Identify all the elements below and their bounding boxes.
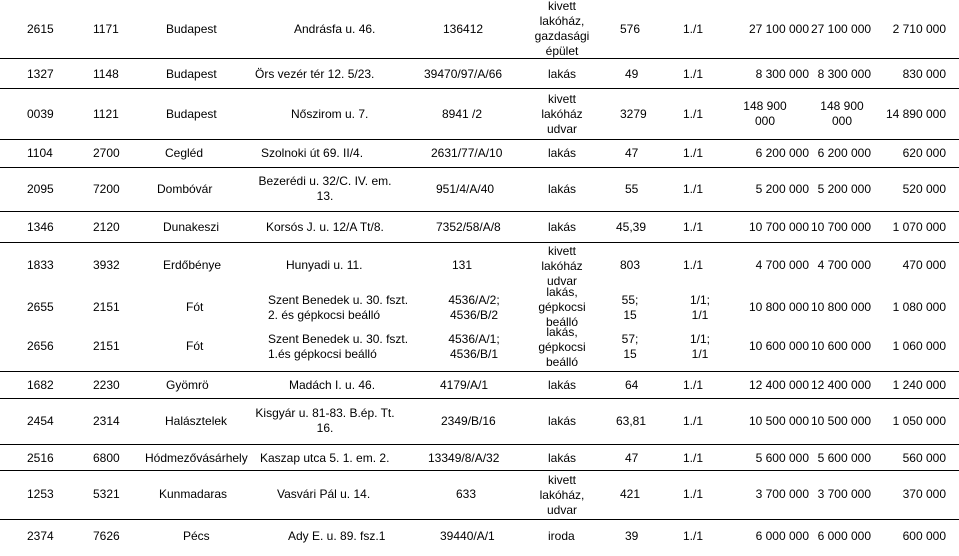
- cell-area: 47: [625, 146, 639, 160]
- cell-id: 2615: [27, 22, 54, 36]
- cell-address: Kisgyár u. 81-83. B.ép. Tt. 16.: [255, 406, 395, 435]
- cell-price: 3 700 000: [755, 487, 809, 501]
- cell-share: 1./1: [683, 146, 704, 160]
- cell-type: lakás: [548, 220, 577, 234]
- cell-min-price: 5 200 000: [817, 182, 871, 196]
- cell-area: 3279: [620, 107, 647, 121]
- cell-zip: 2120: [93, 220, 120, 234]
- cell-deposit: 830 000: [902, 67, 946, 81]
- cell-id: 2656: [27, 339, 54, 353]
- cell-parcel: 951/4/A/40: [436, 182, 495, 196]
- cell-type: lakás: [548, 67, 577, 81]
- cell-area: 55; 15: [621, 293, 639, 322]
- cell-city: Budapest: [166, 67, 217, 81]
- cell-deposit: 370 000: [902, 487, 946, 501]
- cell-address: Bezerédi u. 32/C. IV. em. 13.: [258, 174, 392, 203]
- cell-parcel: 4536/A/1; 4536/B/1: [448, 332, 500, 361]
- cell-address: Korsós J. u. 12/A Tt/8.: [266, 220, 384, 234]
- cell-area: 47: [625, 451, 639, 465]
- cell-address: Vasvári Pál u. 14.: [277, 487, 371, 501]
- cell-deposit: 1 050 000: [892, 414, 946, 428]
- cell-city: Hódmezővásárhely: [145, 451, 248, 465]
- cell-city: Dunakeszi: [163, 220, 220, 234]
- table-block: [0, 445, 959, 471]
- cell-share: 1./1: [683, 182, 704, 196]
- cell-type: lakás, gépkocsi beálló: [538, 325, 586, 369]
- cell-zip: 5321: [93, 487, 120, 501]
- cell-zip: 1121: [93, 107, 119, 121]
- cell-area: 63,81: [616, 414, 647, 428]
- cell-min-price: 6 200 000: [817, 146, 871, 160]
- cell-address: Nőszirom u. 7.: [291, 107, 369, 121]
- cell-share: 1/1; 1/1: [689, 293, 710, 322]
- cell-city: Fót: [186, 339, 204, 353]
- cell-price: 4 700 000: [755, 258, 809, 272]
- cell-share: 1./1: [683, 22, 704, 36]
- cell-address: Ady E. u. 89. fsz.1: [288, 529, 386, 543]
- cell-deposit: 1 070 000: [892, 220, 946, 234]
- cell-min-price: 6 000 000: [817, 529, 871, 543]
- cell-deposit: 520 000: [902, 182, 946, 196]
- cell-id: 1346: [27, 220, 54, 234]
- table-block: [0, 399, 959, 445]
- cell-area: 45,39: [616, 220, 647, 234]
- cell-address: Szolnoki út 69. II/4.: [261, 146, 364, 160]
- cell-address: Andrásfa u. 46.: [294, 22, 376, 36]
- cell-city: Erdőbénye: [163, 258, 222, 272]
- cell-zip: 6800: [93, 451, 120, 465]
- cell-type: lakás: [548, 378, 577, 392]
- cell-deposit: 620 000: [902, 146, 946, 160]
- cell-price: 10 800 000: [748, 300, 809, 314]
- cell-type: lakás: [548, 414, 577, 428]
- cell-share: 1./1: [683, 451, 704, 465]
- cell-type: kivett lakóház udvar: [541, 244, 583, 288]
- cell-zip: 2314: [93, 414, 120, 428]
- cell-min-price: 10 700 000: [811, 220, 872, 234]
- cell-zip: 2151: [93, 300, 120, 314]
- cell-area: 39: [625, 529, 639, 543]
- cell-city: Dombóvár: [157, 182, 213, 196]
- cell-deposit: 2 710 000: [892, 22, 946, 36]
- cell-id: 1104: [27, 146, 53, 160]
- cell-type: lakás, gépkocsi beálló: [538, 285, 586, 329]
- cell-deposit: 600 000: [902, 529, 946, 543]
- cell-share: 1./1: [683, 107, 704, 121]
- cell-parcel: 2631/77/A/10: [431, 146, 503, 160]
- cell-type: lakás: [548, 146, 577, 160]
- cell-address: Szent Benedek u. 30. fszt. 2. és gépkocsi beálló: [268, 293, 409, 322]
- cell-min-price: 148 900 000: [820, 99, 864, 128]
- cell-city: Cegléd: [165, 146, 204, 160]
- cell-type: lakás: [548, 451, 577, 465]
- cell-share: 1./1: [683, 67, 704, 81]
- cell-id: 2516: [27, 451, 54, 465]
- cell-price: 10 600 000: [748, 339, 809, 353]
- cell-area: 64: [625, 378, 639, 392]
- cell-id: 1682: [27, 378, 54, 392]
- cell-city: Budapest: [166, 107, 217, 121]
- cell-share: 1./1: [683, 487, 704, 501]
- cell-share: 1./1: [683, 414, 704, 428]
- cell-parcel: 39440/A/1: [440, 529, 495, 543]
- cell-zip: 7200: [93, 182, 120, 196]
- cell-price: 5 200 000: [755, 182, 809, 196]
- cell-id: 1253: [27, 487, 54, 501]
- cell-type: kivett lakóház, gazdasági épület: [534, 0, 590, 58]
- table-block: [0, 243, 959, 372]
- table-block: [0, 59, 959, 89]
- cell-share: 1./1: [683, 258, 704, 272]
- cell-area: 803: [620, 258, 641, 272]
- cell-price: 10 500 000: [748, 414, 809, 428]
- table-block: [0, 471, 959, 520]
- cell-area: 55: [625, 182, 639, 196]
- cell-price: 148 900 000: [743, 99, 787, 128]
- cell-share: 1./1: [683, 220, 704, 234]
- cell-min-price: 12 400 000: [811, 378, 872, 392]
- cell-parcel: 136412: [443, 22, 484, 36]
- cell-area: 49: [625, 67, 639, 81]
- table-block: [0, 0, 959, 59]
- cell-min-price: 10 800 000: [811, 300, 872, 314]
- cell-parcel: 8941 /2: [442, 107, 483, 121]
- cell-zip: 2230: [93, 378, 120, 392]
- cell-deposit: 470 000: [902, 258, 946, 272]
- cell-min-price: 3 700 000: [817, 487, 871, 501]
- cell-address: Kaszap utca 5. 1. em. 2.: [260, 451, 390, 465]
- cell-id: 1833: [27, 258, 54, 272]
- cell-parcel: 131: [452, 258, 473, 272]
- cell-type: iroda: [548, 529, 575, 543]
- cell-address: Madách I. u. 46.: [289, 378, 376, 392]
- cell-parcel: 633: [456, 487, 477, 501]
- table-block: [0, 168, 959, 212]
- cell-min-price: 27 100 000: [811, 22, 872, 36]
- cell-city: Gyömrö: [166, 378, 209, 392]
- cell-price: 6 000 000: [755, 529, 809, 543]
- table-block: [0, 140, 959, 168]
- table-block: [0, 520, 959, 556]
- cell-id: 1327: [27, 67, 54, 81]
- cell-city: Kunmadaras: [159, 487, 228, 501]
- cell-parcel: 4179/A/1: [440, 378, 489, 392]
- cell-min-price: 10 500 000: [811, 414, 872, 428]
- cell-id: 0039: [27, 107, 54, 121]
- cell-deposit: 1 060 000: [892, 339, 946, 353]
- cell-zip: 2700: [93, 146, 120, 160]
- cell-id: 2454: [27, 414, 54, 428]
- table-block: [0, 89, 959, 140]
- cell-type: kivett lakóház udvar: [541, 92, 583, 136]
- cell-address: Szent Benedek u. 30. fszt. 1.és gépkocsi beálló: [268, 332, 409, 361]
- cell-zip: 7626: [93, 529, 120, 543]
- cell-area: 421: [620, 487, 641, 501]
- cell-min-price: 10 600 000: [811, 339, 872, 353]
- cell-deposit: 1 080 000: [892, 300, 946, 314]
- cell-price: 5 600 000: [755, 451, 809, 465]
- cell-share: 1/1; 1/1: [689, 332, 710, 361]
- cell-deposit: 560 000: [902, 451, 946, 465]
- cell-deposit: 1 240 000: [892, 378, 946, 392]
- cell-city: Pécs: [183, 529, 210, 543]
- cell-id: 2374: [27, 529, 54, 543]
- cell-id: 2655: [27, 300, 54, 314]
- cell-min-price: 5 600 000: [817, 451, 871, 465]
- cell-zip: 2151: [93, 339, 120, 353]
- cell-price: 8 300 000: [755, 67, 809, 81]
- cell-price: 12 400 000: [748, 378, 809, 392]
- cell-share: 1./1: [683, 378, 704, 392]
- cell-address: Hunyadi u. 11.: [286, 258, 363, 272]
- cell-area: 576: [620, 22, 641, 36]
- cell-parcel: 4536/A/2; 4536/B/2: [448, 293, 500, 322]
- cell-deposit: 14 890 000: [885, 107, 946, 121]
- cell-price: 6 200 000: [755, 146, 809, 160]
- cell-zip: 3932: [93, 258, 120, 272]
- table-block: [0, 212, 959, 243]
- cell-share: 1./1: [683, 529, 704, 543]
- table-block: [0, 372, 959, 399]
- cell-zip: 1148: [93, 67, 119, 81]
- cell-city: Budapest: [166, 22, 217, 36]
- cell-price: 27 100 000: [748, 22, 809, 36]
- cell-type: kivett lakóház, udvar: [539, 473, 585, 517]
- cell-city: Fót: [186, 300, 204, 314]
- cell-min-price: 4 700 000: [817, 258, 871, 272]
- cell-price: 10 700 000: [748, 220, 809, 234]
- cell-type: lakás: [548, 182, 577, 196]
- cell-id: 2095: [27, 182, 54, 196]
- cell-parcel: 2349/B/16: [441, 414, 496, 428]
- cell-parcel: 39470/97/A/66: [424, 67, 503, 81]
- cell-area: 57; 15: [621, 332, 639, 361]
- cell-min-price: 8 300 000: [817, 67, 871, 81]
- cell-address: Örs vezér tér 12. 5/23.: [255, 67, 375, 81]
- cell-city: Halásztelek: [165, 414, 228, 428]
- cell-parcel: 13349/8/A/32: [428, 451, 500, 465]
- cell-parcel: 7352/58/A/8: [436, 220, 501, 234]
- cell-zip: 1171: [93, 22, 119, 36]
